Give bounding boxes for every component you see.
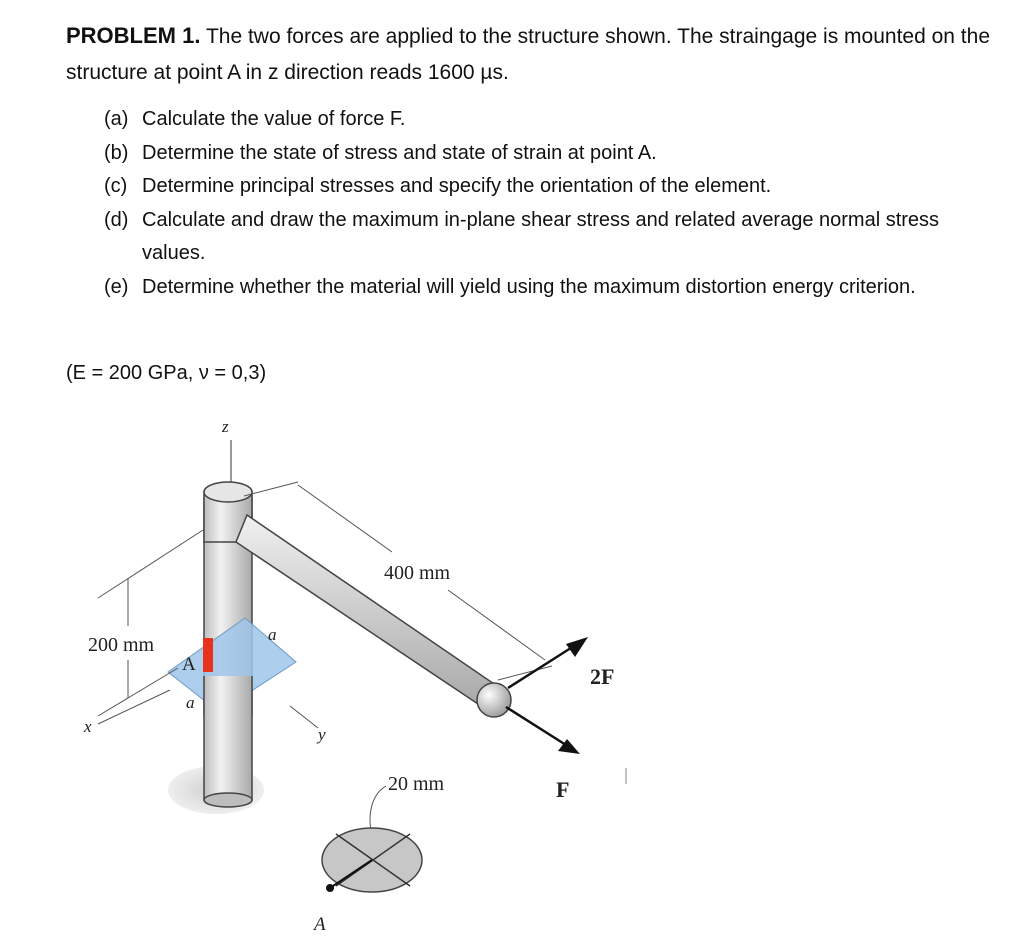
task-label: (b) <box>104 141 129 164</box>
task-label: (d) <box>104 208 129 231</box>
problem-title: PROBLEM 1. <box>66 23 201 48</box>
task-label: (a) <box>104 108 129 130</box>
point-a-section-label: A <box>314 914 326 935</box>
axis-z-label: z <box>222 417 229 436</box>
task-text: Determine the state of stress and state of strain at point A. <box>142 141 657 164</box>
section-a-right-label: a <box>268 625 277 644</box>
height-dim-top-ext <box>98 530 203 598</box>
arm-dim-line-upper <box>298 485 392 552</box>
section-a-left-label: a <box>186 693 195 712</box>
task-text: Calculate and draw the maximum in-plane shear stress and related average normal stress values. <box>142 208 940 264</box>
force-2f-line <box>508 646 574 688</box>
arm-dim-ext-start <box>244 482 298 496</box>
problem-intro: The two forces are applied to the structure shown. The straingage is mounted on the structure at point A in z direction reads 1600 µs. <box>66 25 991 84</box>
force-f-label: F <box>556 777 570 802</box>
x-axis-line <box>98 690 170 724</box>
task-text: Determine principal stresses and specify the orientation of the element. <box>142 175 772 197</box>
point-a-marker <box>326 884 334 892</box>
material-params: (E = 200 GPa, ν = 0,3) <box>66 362 267 384</box>
task-text: Determine whether the material will yield using the maximum distortion energy criterion. <box>142 275 916 298</box>
task-text: Calculate the value of force F. <box>142 108 406 130</box>
post-cap <box>204 482 252 502</box>
arm-dim-line-lower <box>448 590 545 660</box>
arm-end-ball <box>477 683 511 717</box>
horizontal-arm <box>236 515 500 708</box>
dim-diameter-label: 20 mm <box>388 773 445 795</box>
point-a-upper-label: A <box>182 654 196 675</box>
task-label: (c) <box>104 175 128 197</box>
axis-y-label: y <box>318 725 326 744</box>
force-f-line <box>506 707 566 745</box>
post-front-segment <box>204 676 252 716</box>
y-axis-line <box>290 706 318 728</box>
dim-height-label: 200 mm <box>88 634 155 656</box>
post-base <box>204 793 252 807</box>
force-2f-label: 2F <box>590 664 615 689</box>
dim-arm-label: 400 mm <box>384 562 451 584</box>
task-label: (e) <box>104 275 129 298</box>
strain-gauge <box>203 638 213 672</box>
axis-x-label: x <box>84 717 92 736</box>
force-2f-arrowhead <box>566 637 588 657</box>
